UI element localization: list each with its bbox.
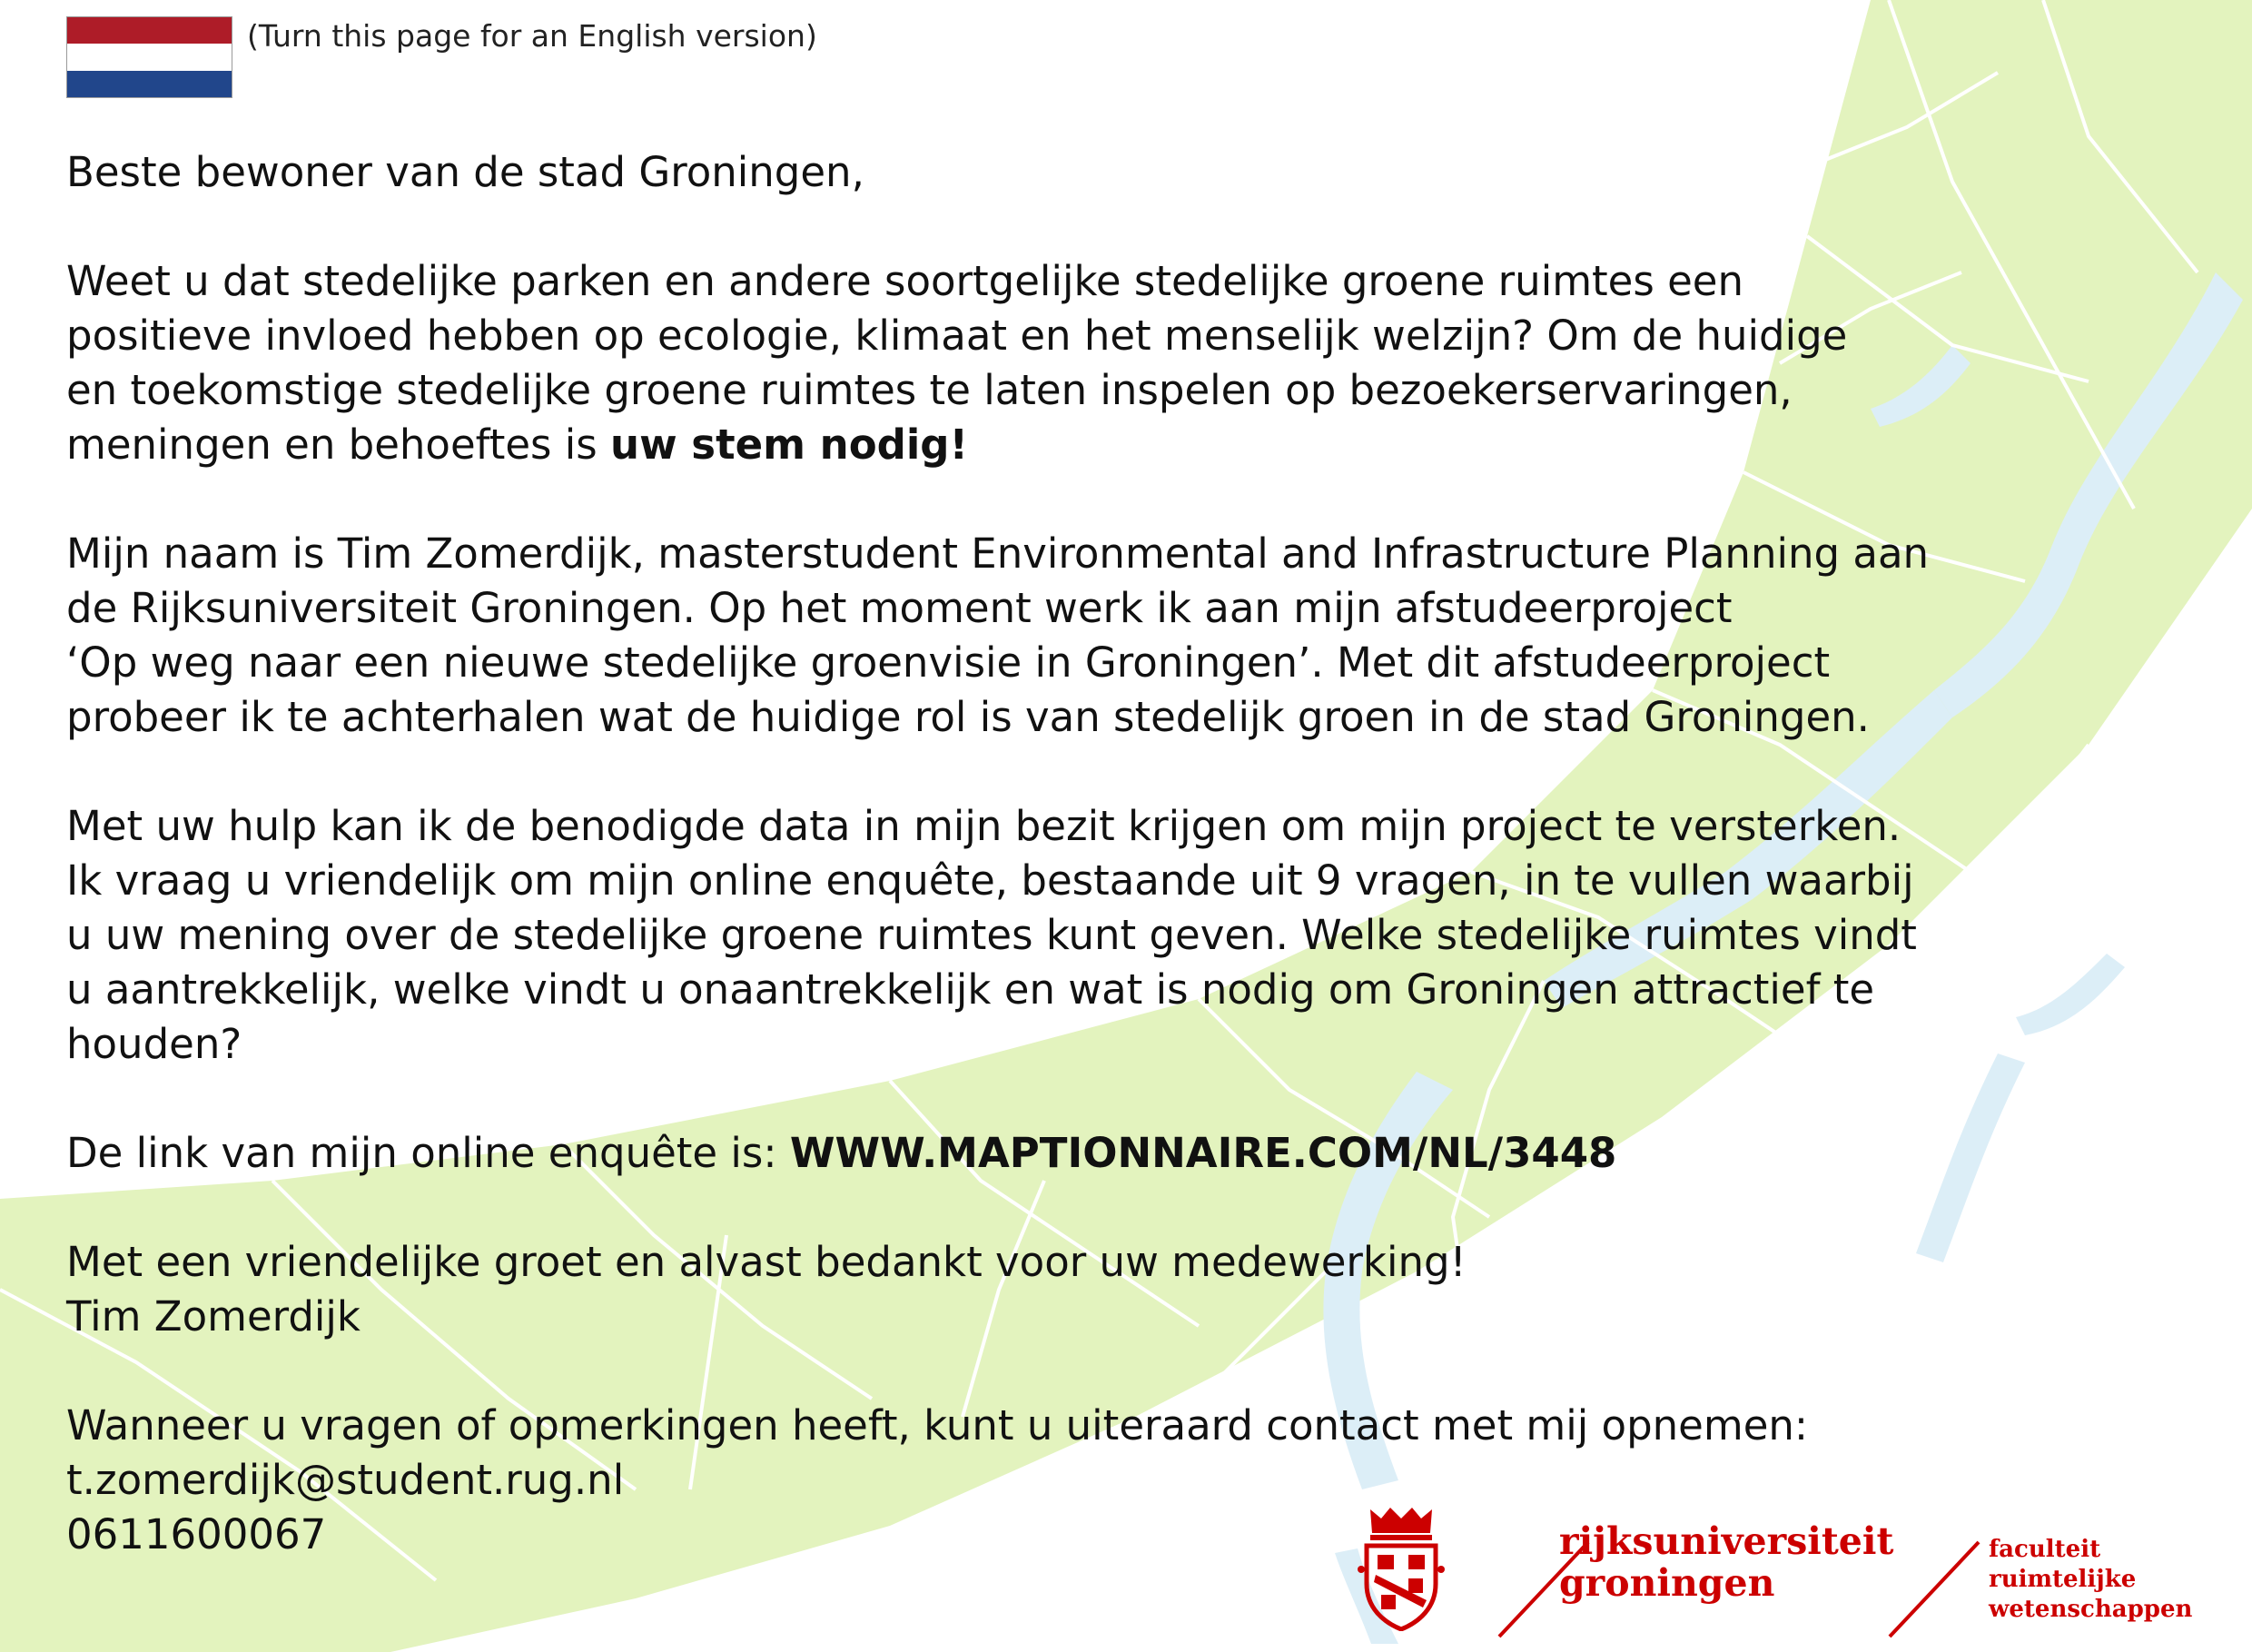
faculty-name: faculteit ruimtelijke wetenschappen: [1989, 1536, 2193, 1623]
signature: Tim Zomerdijk: [66, 1292, 361, 1340]
flag-white-stripe: [67, 44, 232, 70]
survey-link[interactable]: WWW.MAPTIONNAIRE.COM/NL/3448: [789, 1129, 1617, 1177]
salutation: Beste bewoner van de stad Groningen,: [66, 148, 864, 196]
letter-body: [66, 145, 2155, 1562]
closing-text: Met een vriendelijke groet en alvast bedankt voor uw medewerking!: [66, 1238, 1467, 1286]
university-crest-icon: [1358, 1506, 1445, 1631]
flag-blue-stripe: [67, 71, 232, 97]
paragraph-intro: Weet u dat stedelijke parken en andere soortgelijke stedelijke groene ruimtes een positieve invloed hebben op ecologie, klimaat en het menselijk welzijn? Om de huidige en toekomstige stedelijke groene ruimtes te laten inspelen op bezoekerservaringen, meningen en behoeftes is uw stem nodig!: [66, 257, 1848, 469]
dutch-flag-icon: [66, 16, 232, 98]
english-version-note: (Turn this page for an English version): [247, 18, 817, 54]
contact-email[interactable]: t.zomerdijk@student.rug.nl: [66, 1456, 625, 1504]
survey-link-line: De link van mijn online enquête is: WWW.MAPTIONNAIRE.COM/NL/3448: [66, 1129, 1617, 1177]
closing-block: [66, 1235, 2155, 1344]
paragraph-author: Mijn naam is Tim Zomerdijk, masterstudent Environmental and Infrastructure Planning aan de Rijksuniversiteit Groningen. Op het moment werk ik aan mijn afstudeerproject ‘Op weg naar een nieuwe stedelijke groenvisie in Groningen’. Met dit afstudeerproject probeer ik te achterhalen wat de huidige rol is van stedelijk groen in de stad Groningen.: [66, 529, 1930, 741]
paragraph-request: Met uw hulp kan ik de benodigde data in mijn bezit krijgen om mijn project te versterken. Ik vraag u vriendelijk om mijn online enquête, bestaande uit 9 vragen, in te vullen waarbij u uw mening over de stedelijke groene ruimtes kunt geven. Welke stedelijke ruimtes vindt u aantrekkelijk, welke vindt u onaantrekkelijk en wat is nodig om Groningen attractief te houden?: [66, 802, 1917, 1068]
contact-phone: 0611600067: [66, 1510, 327, 1558]
university-name: rijksuniversiteit groningen: [1559, 1519, 1894, 1605]
university-logo: [1358, 1500, 2220, 1637]
emphasis-text: uw stem nodig!: [610, 420, 969, 469]
flag-red-stripe: [67, 17, 232, 44]
contact-intro: Wanneer u vragen of opmerkingen heeft, kunt u uiteraard contact met mij opnemen:: [66, 1401, 1809, 1449]
logo-divider-icon: [1884, 1538, 1984, 1640]
